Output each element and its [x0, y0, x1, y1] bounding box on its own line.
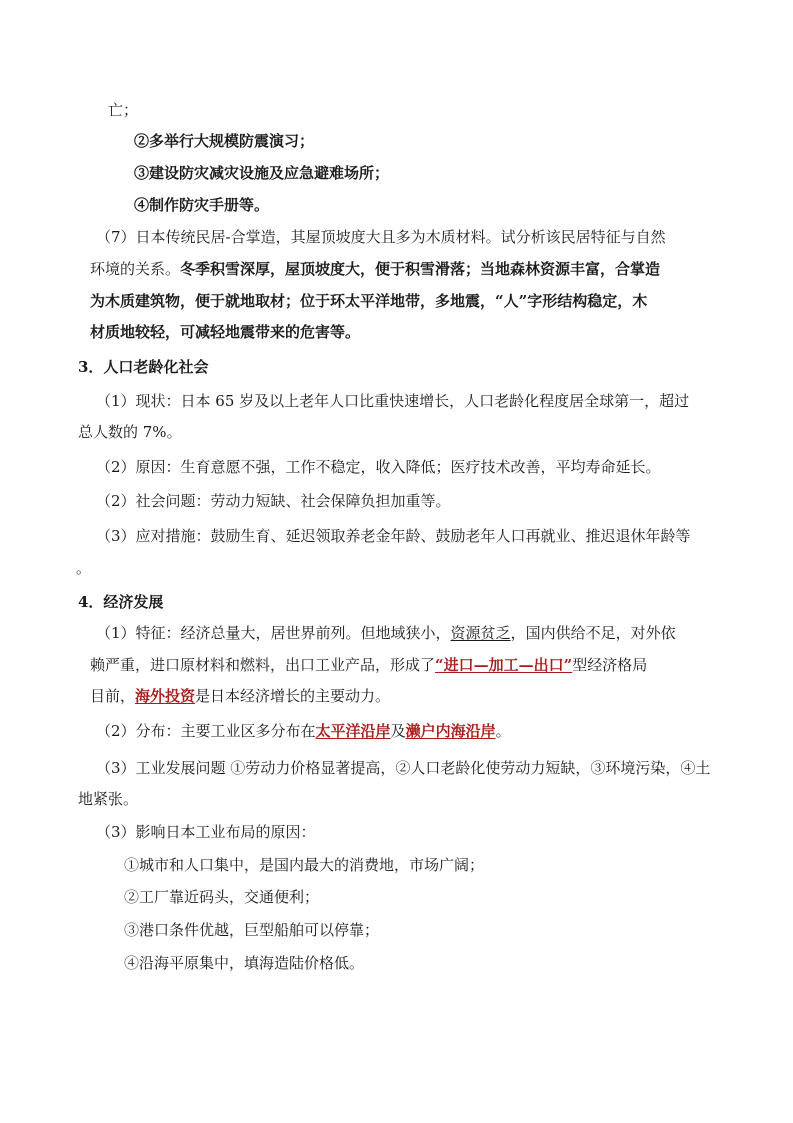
- text-span: （2）分布：主要工业区多分布在: [96, 722, 316, 740]
- text-span: 环境的关系。: [90, 260, 181, 278]
- list-item: ③港口条件优越，巨型船舶可以停靠；: [124, 921, 380, 939]
- text-line: （3）应对措施：鼓励生育、延迟领取养老金年龄、鼓励老年人口再就业、推迟退休年龄等: [96, 527, 691, 545]
- text-span: 赖严重，进口原材料和燃料，出口工业产品，形成了: [90, 656, 436, 674]
- section-heading: 3．人口老龄化社会: [78, 358, 209, 376]
- text-line: ④制作防灾手册等。: [134, 196, 270, 214]
- key-term: 太平洋沿岸: [315, 722, 391, 740]
- text-span: 目前，: [90, 687, 136, 705]
- text-line: （3）影响日本工业布局的原因：: [96, 823, 316, 841]
- text-span: 。: [495, 722, 511, 740]
- list-item: ②工厂靠近码头，交通便利；: [124, 888, 320, 906]
- text-line: （3）工业发展问题 ①劳动力价格显著提高，②人口老龄化使劳动力短缺，③环境污染，④土: [96, 759, 711, 777]
- text-line: [96, 721, 511, 741]
- section-heading: 4．经济发展: [78, 593, 164, 611]
- text-line: 为木质建筑物，便于就地取材；位于环太平洋地带，多地震，“人”字形结构稳定，木: [90, 292, 648, 310]
- text-line: （2）原因：生育意愿不强，工作不稳定，收入降低；医疗技术改善，平均寿命延长。: [96, 458, 661, 476]
- text-line: [90, 686, 390, 706]
- text-line: 亡；: [108, 101, 139, 119]
- text-line: [90, 655, 647, 675]
- key-term: “进口—加工—出口”: [435, 656, 573, 674]
- answer-text: 冬季积雪深厚，屋顶坡度大，便于积雪滑落；当地森林资源丰富，合掌造: [180, 260, 661, 278]
- text-line: （1）现状：日本 65 岁及以上老年人口比重快速增长，人口老龄化程度居全球第一，超过: [96, 392, 690, 410]
- text-line: 地紧张。: [78, 790, 139, 808]
- text-span: 及: [390, 722, 406, 740]
- text-span: ，国内供给不足，对外依: [510, 624, 676, 642]
- underlined-term: 资源贫乏: [450, 624, 511, 642]
- list-item: ①城市和人口集中，是国内最大的消费地，市场广阔；: [124, 856, 485, 874]
- text-line: [90, 259, 660, 279]
- text-line: 总人数的 7%。: [78, 423, 182, 441]
- text-line: ③建设防灾减灾设施及应急避难场所；: [134, 164, 390, 182]
- key-term: 海外投资: [135, 687, 196, 705]
- text-span: 是日本经济增长的主要动力。: [195, 687, 391, 705]
- text-line: [96, 623, 676, 643]
- list-item: ④沿海平原集中，填海造陆价格低。: [124, 954, 365, 972]
- text-line: 材质地较轻，可减轻地震带来的危害等。: [90, 323, 361, 341]
- text-span: 型经济格局: [572, 656, 648, 674]
- text-line: ②多举行大规模防震演习；: [134, 132, 315, 150]
- text-line: 。: [76, 559, 92, 577]
- key-term: 濑户内海沿岸: [405, 722, 496, 740]
- text-span: （1）特征：经济总量大，居世界前列。但地域狭小，: [96, 624, 451, 642]
- text-line: （2）社会问题：劳动力短缺、社会保障负担加重等。: [96, 492, 451, 510]
- text-line: （7）日本传统民居-合掌造，其屋顶坡度大且多为木质材料。试分析该民居特征与自然: [96, 228, 666, 246]
